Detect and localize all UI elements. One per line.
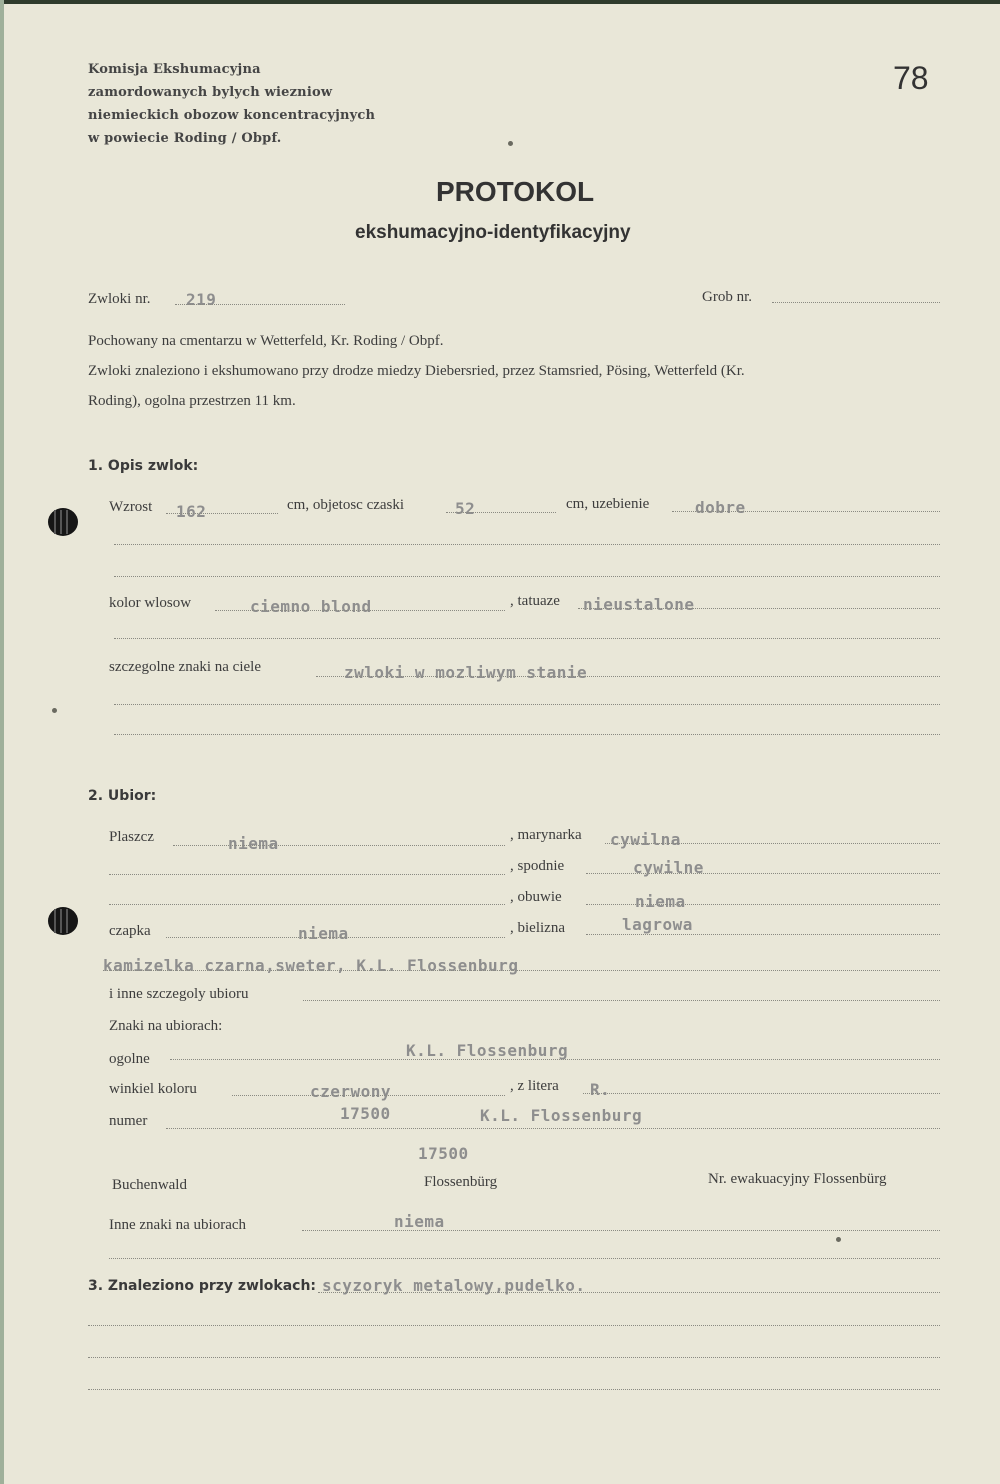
spodnie-fill-line — [586, 873, 940, 874]
ink-spot — [836, 1237, 841, 1242]
org-line-4: w powiecie Roding / Obpf. — [88, 131, 282, 146]
pochowany-text: Pochowany na cmentarzu w Wetterfeld, Kr. Roding / Obpf. — [88, 333, 444, 349]
ewakuacyjny-label: Nr. ewakuacyjny Flossenbürg — [708, 1171, 887, 1187]
tatuaze-value: nieustalone — [583, 595, 695, 614]
page-title: PROTOKOL — [436, 176, 595, 207]
znaleziono-line-1: Zwloki znaleziono i ekshumowano przy drodze miedzy Diebersried, przez Stamsried, Pösing, Wetterfeld (Kr. — [88, 363, 745, 379]
wzrost-value: 162 — [176, 502, 207, 521]
obuwie-value: niema — [635, 892, 686, 911]
znaleziono-line-2: Roding), ogolna przestrzen 11 km. — [88, 393, 296, 409]
zwloki-fill-line — [175, 304, 345, 305]
left-edge — [0, 0, 4, 1484]
kolor-value: ciemno blond — [250, 597, 372, 616]
fill-line — [103, 970, 940, 971]
znaki-ubior-label: Znaki na ubiorach: — [109, 1018, 223, 1034]
fill-line — [114, 544, 940, 545]
litera-value: R. — [590, 1080, 611, 1099]
numer-fill-line — [166, 1128, 940, 1129]
czapka-value: niema — [298, 924, 349, 943]
fill-line — [109, 874, 505, 875]
ink-spot — [52, 708, 57, 713]
org-line-2: zamordowanych bylych wiezniow — [88, 85, 333, 100]
section-2-heading: 2. Ubior: — [88, 788, 157, 804]
ogolne-value: K.L. Flossenburg — [406, 1041, 569, 1060]
inne-szczegoly-label: i inne szczegoly ubioru — [109, 986, 249, 1002]
grob-fill-line — [772, 302, 940, 303]
zwloki-value: 219 — [186, 290, 217, 309]
wzrost-fill-line — [166, 513, 278, 514]
marynarka-fill-line — [605, 843, 940, 844]
flossenburg-label: Flossenbürg — [424, 1174, 498, 1190]
section-1-heading: 1. Opis zwlok: — [88, 458, 199, 474]
punch-hole-icon — [48, 508, 78, 536]
numer-camp: K.L. Flossenburg — [480, 1106, 643, 1125]
litera-fill-line — [583, 1093, 940, 1094]
uzebienie-label: cm, uzebienie — [566, 496, 650, 512]
plaszcz-value: niema — [228, 834, 279, 853]
tatuaze-fill-line — [578, 608, 940, 609]
obuwie-fill-line — [586, 904, 940, 905]
ogolne-fill-line — [170, 1059, 940, 1060]
tatuaze-label: , tatuaze — [510, 593, 560, 609]
org-line-3: niemieckich obozow koncentracyjnych — [88, 108, 376, 123]
fill-line — [114, 638, 940, 639]
znaki-fill-line — [316, 676, 940, 677]
czaska-value: 52 — [455, 499, 476, 518]
inne-znaki-value: niema — [394, 1212, 445, 1231]
section-3-heading: 3. Znaleziono przy zwlokach: — [88, 1278, 317, 1294]
inne-szczegoly-value: kamizelka czarna,sweter, K.L. Flossenburg — [103, 956, 519, 975]
winkiel-label: winkiel koloru — [109, 1081, 197, 1097]
spodnie-label: , spodnie — [510, 858, 565, 874]
numer-above-flossenburg: 17500 — [418, 1144, 469, 1163]
page-subtitle: ekshumacyjno-identyfikacyjny — [355, 222, 631, 243]
fill-line — [109, 1258, 940, 1259]
winkiel-fill-line — [232, 1095, 505, 1096]
wzrost-label: Wzrost — [109, 499, 153, 515]
fill-line — [88, 1325, 940, 1326]
czaska-fill-line — [446, 512, 556, 513]
czaska-label: cm, objetosc czaski — [287, 497, 405, 513]
znaki-value: zwloki w mozliwym stanie — [344, 663, 588, 682]
uzebienie-value: dobre — [695, 498, 746, 517]
czapka-label: czapka — [109, 923, 151, 939]
uzebienie-fill-line — [672, 511, 940, 512]
fill-line — [88, 1389, 940, 1390]
inne-szczegoly-fill-line — [303, 1000, 940, 1001]
spodnie-value: cywilne — [633, 858, 704, 877]
obuwie-label: , obuwie — [510, 889, 562, 905]
section-3-fill-line — [318, 1292, 940, 1293]
ogolne-label: ogolne — [109, 1051, 150, 1067]
bielizna-value: lagrowa — [622, 915, 693, 934]
fill-line — [114, 734, 940, 735]
znaki-label: szczegolne znaki na ciele — [109, 659, 261, 675]
grob-label: Grob nr. — [702, 289, 752, 305]
kolor-fill-line — [215, 610, 505, 611]
section-3-value: scyzoryk metalowy,pudelko. — [322, 1276, 586, 1295]
org-line-1: Komisja Ekshumacyjna — [88, 62, 261, 77]
bielizna-label: , bielizna — [510, 920, 565, 936]
numer-value: 17500 — [340, 1104, 391, 1123]
inne-znaki-fill-line — [302, 1230, 940, 1231]
winkiel-value: czerwony — [310, 1082, 392, 1101]
czapka-fill-line — [166, 937, 505, 938]
zwloki-label: Zwloki nr. — [88, 291, 151, 307]
punch-hole-icon — [48, 907, 78, 935]
plaszcz-fill-line — [173, 845, 505, 846]
bielizna-fill-line — [586, 934, 940, 935]
fill-line — [88, 1357, 940, 1358]
kolor-label: kolor wlosow — [109, 595, 192, 611]
marynarka-label: , marynarka — [510, 827, 582, 843]
litera-label: , z litera — [510, 1078, 559, 1094]
plaszcz-label: Plaszcz — [109, 829, 154, 845]
page-number: 78 — [893, 60, 929, 96]
fill-line — [109, 904, 505, 905]
top-border — [0, 0, 1000, 4]
fill-line — [114, 576, 940, 577]
inne-znaki-label: Inne znaki na ubiorach — [109, 1217, 247, 1233]
buchenwald-label: Buchenwald — [112, 1177, 187, 1193]
marynarka-value: cywilna — [610, 830, 681, 849]
ink-spot — [508, 141, 513, 146]
fill-line — [114, 704, 940, 705]
numer-label: numer — [109, 1113, 148, 1129]
